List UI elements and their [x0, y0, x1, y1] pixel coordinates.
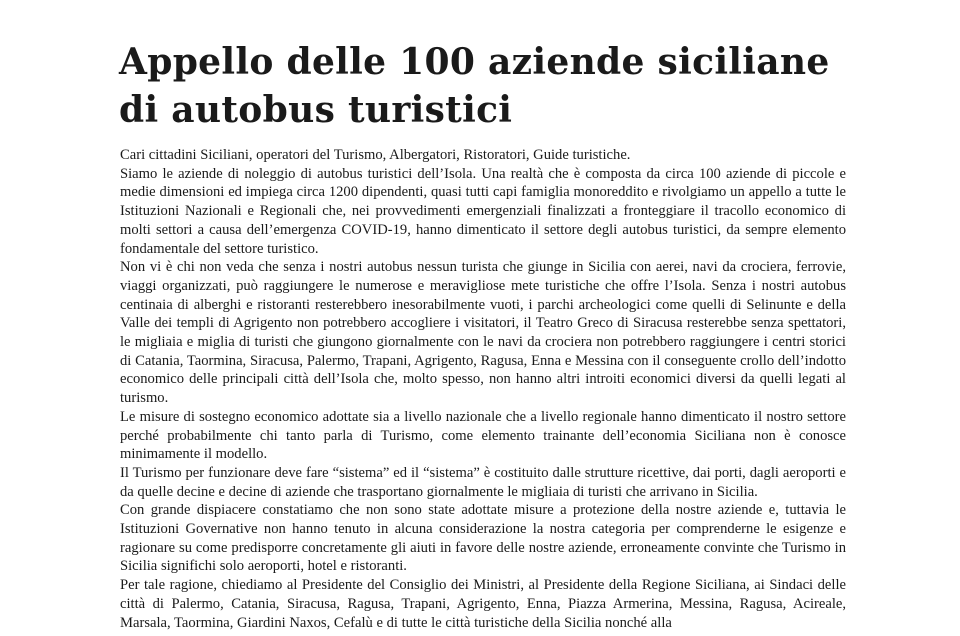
article-body: [120, 146, 846, 632]
paragraph-support-measures: Le misure di sostegno economico adottate sia a livello nazionale che a livello regionale hanno dimenticato il nostro settore perché probabilmente chi tanto parla di Turismo, come elemento trainante dell’economia Siciliana non è conosce minimamente il modello.: [120, 408, 846, 463]
paragraph-request: Per tale ragione, chiediamo al Presidente del Consiglio dei Ministri, al Presidente della Regione Siciliana, ai Sindaci delle città di Palermo, Catania, Siracusa, Ragusa, Trapani, Agrigento, Enna, Piazza Armerina, Messina, Ragusa, Acireale, Marsala, Taormina, Giardini Naxos, Cefalù e di tutte le città turistiche della Sicilia nonché alla: [120, 577, 846, 631]
paragraph-disappointment: Con grande dispiacere constatiamo che non sono state adottate misure a protezione della nostre aziende e, tuttavia le Istituzioni Governative non hanno tenuto in alcuna considerazione la nostra categoria per comprenderne le esigenze e ragionare su come predisporre concretamente gli aiuti in favore delle nostre aziende, erroneamente convinte che Turismo in Sicilia significhi solo aeroporti, hotel e ristoranti.: [120, 502, 846, 575]
paragraph-importance: Non vi è chi non veda che senza i nostri autobus nessun turista che giunge in Sicilia con aerei, navi da crociera, ferrovie, viaggi organizzati, può raggiungere le numerose e meravigliose mete turistiche che offre l’Isola. Senza i nostri autobus centinaia di alberghi e ristoranti resterebbero inesorabilmente vuoti, i parchi archeologici come quelli di Selinunte e della Valle dei templi di Agrigento non potrebbero accogliere i visitatori, il Teatro Greco di Siracusa resterebbe senza spettatori, le migliaia e miglia di turisti che giungono giornalmente con le navi da crociera non potrebbero raggiungere i centri storici di Catania, Taormina, Siracusa, Palermo, Trapani, Agrigento, Ragusa, Enna e Messina con il conseguente crollo dell’indotto economico delle principali città dell’Isola che, molto spesso, non hanno altri introiti economici diversi da quelli legati al turismo.: [120, 259, 846, 407]
paragraph-greeting: Cari cittadini Siciliani, operatori del Turismo, Albergatori, Ristoratori, Guide turistiche.: [120, 147, 631, 163]
article-title: Appello delle 100 aziende siciliane di autobus turistici: [119, 41, 830, 131]
paragraph-intro: Siamo le aziende di noleggio di autobus turistici dell’Isola. Una realtà che è composta da circa 100 aziende di piccole e medie dimensioni ed impiega circa 1200 dipendenti, quasi tutti capi famiglia monoreddito e rivolgiamo un appello a tutte le Istituzioni Nazionali e Regionali che, nei provvedimenti emergenziali finalizzati a fronteggiare il tracollo economico di molti settori a causa dell’emergenza COVID-19, hanno dimenticato il settore degli autobus turistici, da sempre elemento fondamentale del settore turistico.: [120, 165, 846, 257]
paragraph-tourism-system: Il Turismo per funzionare deve fare “sistema” ed il “sistema” è costituito dalle strutture ricettive, dai porti, dagli aeroporti e da quelle decine e decine di aziende che trasportano giornalmente le migliaia di turisti che arrivano in Sicilia.: [120, 464, 846, 500]
